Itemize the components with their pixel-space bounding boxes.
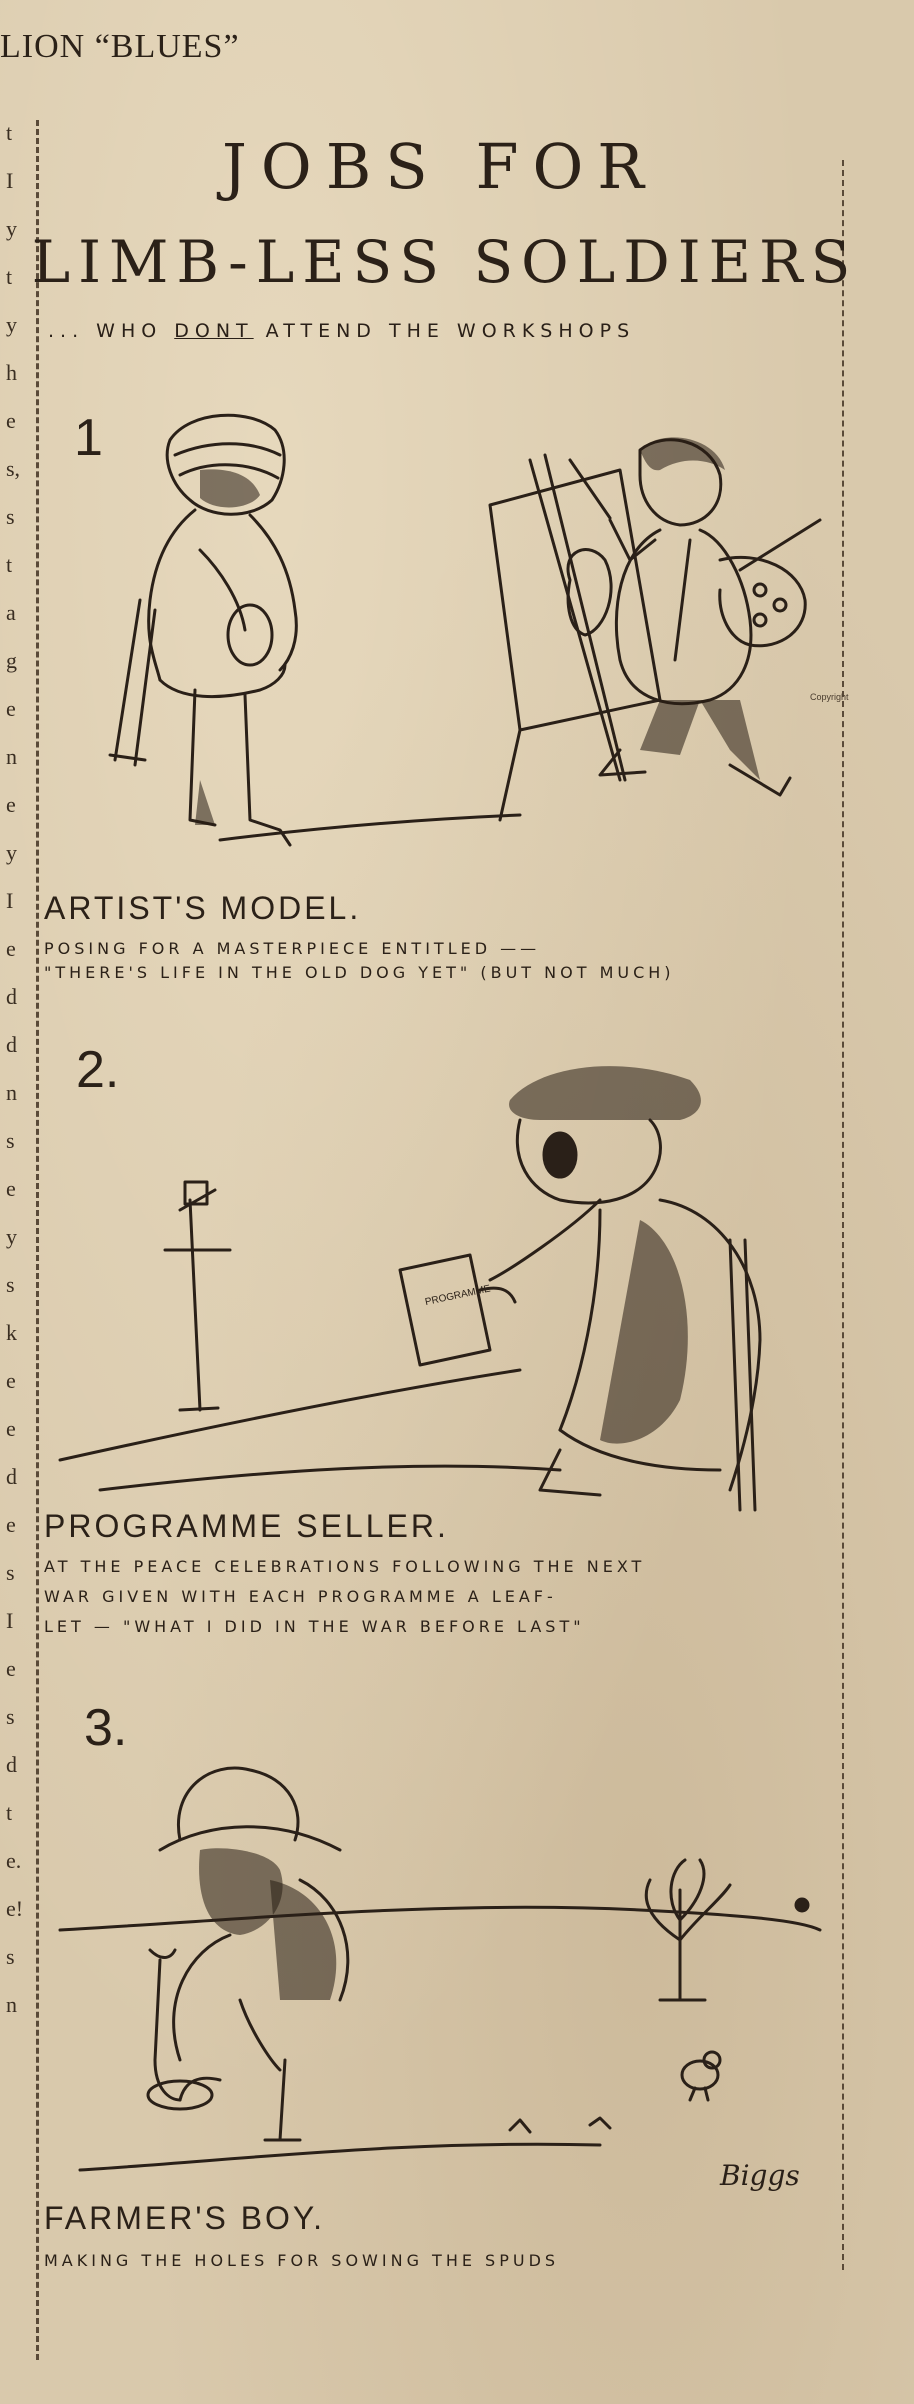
left-column-letter: t — [6, 120, 13, 145]
left-column-letter: e. — [6, 1848, 22, 1873]
left-column-letter: k — [6, 1320, 17, 1345]
panel-2-description — [44, 1552, 645, 1642]
left-column-letter: d — [6, 984, 17, 1009]
left-column-letter: I — [6, 168, 14, 193]
left-column-letter: e — [6, 1416, 16, 1441]
left-column-letter: y — [6, 312, 17, 337]
panel-2-illustration — [40, 1040, 840, 1530]
copyright-mark: Copyright — [810, 692, 849, 702]
left-column-letter: n — [6, 1080, 17, 1105]
panel-3-desc-line: MAKING THE HOLES FOR SOWING THE SPUDS — [44, 2251, 560, 2270]
left-column-letter: e — [6, 792, 16, 817]
farmers-boy-figure — [148, 1768, 348, 2140]
panel-3-caption: FARMER'S BOY. — [44, 2200, 326, 2236]
panel-3-number: 3. — [84, 1699, 128, 1757]
left-column-letter: a — [6, 600, 16, 625]
left-column-letter: d — [6, 1464, 17, 1489]
left-column-letter: t — [6, 552, 13, 577]
left-column-letter: g — [6, 648, 17, 673]
left-column-letter: s — [6, 1272, 15, 1297]
left-column-letter: e — [6, 1368, 16, 1393]
left-column-letter: e — [6, 1176, 16, 1201]
subtitle-post: ATTEND THE WORKSHOPS — [253, 320, 636, 342]
programme-leaflet — [400, 1255, 515, 1365]
left-column-rule — [36, 120, 39, 2360]
headline-line-2: LIMB-LESS SOLDIERS — [31, 228, 859, 296]
panel-1-number: 1 — [74, 409, 103, 467]
panel-1-description — [44, 934, 675, 988]
artist-signature: Biggs — [720, 2159, 800, 2192]
left-column-letter: s — [6, 1704, 15, 1729]
panel-1-desc-line: POSING FOR A MASTERPIECE ENTITLED —— — [44, 939, 541, 958]
left-column-letter: I — [6, 888, 14, 913]
left-column-letter: s — [6, 1128, 15, 1153]
left-column-letter: t — [6, 264, 13, 289]
easel-and-painter-figure — [490, 437, 820, 820]
programme-seller-figure — [490, 1066, 760, 1510]
programme-leaflet-label: PROGRAMME — [424, 1283, 492, 1309]
left-column-letter: h — [6, 360, 17, 385]
left-column-letter: d — [6, 1032, 17, 1057]
headline-line-1: JOBS FOR — [222, 130, 658, 203]
left-column-letter: s — [6, 504, 15, 529]
panel-1-illustration — [100, 400, 860, 900]
panel-2-desc-line: AT THE PEACE CELEBRATIONS FOLLOWING THE NEXT — [44, 1557, 646, 1576]
left-column-letter: e! — [6, 1896, 24, 1921]
left-column-letter: s — [6, 1560, 15, 1585]
panel-3-illustration — [40, 1700, 840, 2220]
left-column-letter: e — [6, 408, 16, 433]
bush — [646, 1860, 730, 2000]
left-column-letter: e — [6, 1656, 16, 1681]
left-column-letter: d — [6, 1752, 17, 1777]
left-column-letter: y — [6, 1224, 17, 1249]
running-head: LION “BLUES” — [0, 28, 240, 65]
left-column-letter: e — [6, 1512, 16, 1537]
lamp-post — [165, 1182, 230, 1410]
left-column-letter: s, — [6, 456, 21, 481]
left-column-letter: t — [6, 1800, 13, 1825]
subtitle-pre: ... WHO — [48, 320, 175, 342]
left-column-letter: I — [6, 1608, 14, 1633]
panel-2-number: 2. — [76, 1041, 120, 1099]
left-column-letter: n — [6, 1992, 17, 2017]
panel-1-caption: ARTIST'S MODEL. — [44, 890, 362, 926]
left-column-letter: s — [6, 1944, 15, 1969]
panel-2-desc-line: WAR GIVEN WITH EACH PROGRAMME A LEAF- — [44, 1587, 557, 1606]
panel-3-description — [44, 2246, 559, 2276]
left-column-letter: n — [6, 744, 17, 769]
small-chick — [682, 2052, 720, 2100]
panel-2-desc-line: LET — "WHAT I DID IN THE WAR BEFORE LAST" — [44, 1617, 585, 1636]
left-column-letter: y — [6, 840, 17, 865]
left-column-letter: e — [6, 936, 16, 961]
headline-subtitle — [48, 320, 635, 342]
left-column-letter: y — [6, 216, 17, 241]
left-column-letter: e — [6, 696, 16, 721]
panel-2-caption: PROGRAMME SELLER. — [44, 1508, 449, 1544]
subtitle-underlined-word: DONT — [174, 320, 254, 342]
bandaged-soldier-figure — [110, 415, 520, 845]
panel-1-desc-line: "THERE'S LIFE IN THE OLD DOG YET" (BUT NOT MUCH) — [44, 963, 675, 982]
